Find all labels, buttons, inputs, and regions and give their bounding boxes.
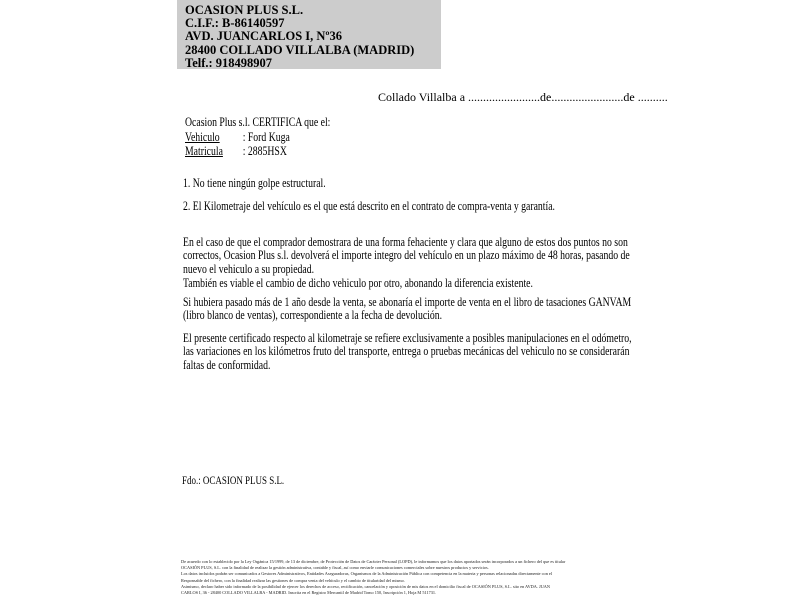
body-paragraph-refund: En el caso de que el comprador demostrara de una forma fehaciente y clara que alguno de estos dos puntos no son correctos, Ocasion Plus s.l. devolverá el importe integro del vehículo en un plazo máximo de 48 horas, pasando de nuevo el vehiculo a su propiedad. [183,235,630,276]
company-header-block [177,0,441,69]
company-name: OCASION PLUS S.L. [185,3,304,17]
company-city: 28400 COLLADO VILLALBA (MADRID) [185,42,415,57]
condition-item-1: 1. No tiene ningún golpe estructural. [183,176,326,190]
vehicle-row [185,130,330,145]
certify-intro: Ocasion Plus s.l. CERTIFICA que el: [185,115,331,129]
signature-line: Fdo.: OCASION PLUS S.L. [182,475,285,487]
vehicle-value: : Ford Kuga [242,129,290,144]
legal-line: OCASIÓN PLUS, S.L. con la finalidad de realizar la gestión administrativa, contable y fiscal, así como enviarle comunicaciones comerciales sobre nuestros productos y servicios. [181,565,489,571]
company-cif: C.I.F.: B-86140597 [185,16,285,31]
legal-line: Asimismo, declaro haber sido informado de la posibilidad de ejercer los derechos de acceso, rectificación, cancelación y oposición de mis datos en el domicilio fiscal de OCASIÓN PLUS, S.L. sito en AVDA. JUAN [181,583,551,589]
plate-value: : 2885HSX [242,144,287,159]
vehicle-label: Vehiculo [185,129,220,144]
plate-label: Matricula [185,144,223,159]
body-paragraph-odometer: El presente certificado respecto al kilometraje se refiere exclusivamente a posibles manipulaciones en el odómetro, las variaciones en los kilómetros fruto del transporte, entrega o pruebas mecánicas del vehiculo no se considerarán faltas de conformidad. [183,331,632,372]
company-phone: Telf.: 918498907 [185,55,273,70]
legal-line: De acuerdo con lo establecido por la Ley Orgánica 15/1999, de 13 de diciembre, de Protección de Datos de Carácter Personal (LOPD), le informamos que los datos aportados serán incorporados a un fichero del que es titular [181,559,566,564]
legal-line: Responsable del fichero, con la finalidad realizar las gestiones de compra venta del vehículo y el cambio de titularidad del mismo. [181,577,405,583]
date-line: Collado Villalba a ........................de........................de .......... [378,90,668,104]
legal-line: Los datos incluidos podrán ser comunicados a Gestores Administrativos, Entidades Aseguradoras, Organismos de la Administración Pública con competencia en la materia y personas relacionadas directamente con el [181,571,553,577]
plate-row [185,144,330,159]
condition-item-2: 2. El Kilometraje del vehículo es el que está descrito en el contrato de compra-venta y garantía. [183,199,555,213]
body-paragraph-ganvam: Si hubiera pasado más de 1 año desde la venta, se abonaría el importe de venta en el libro de tasaciones GANVAM (libro blanco de ventas), correspondiente a la fecha de devolución. [183,295,632,323]
company-address: AVD. JUANCARLOS I, Nº36 [185,29,343,44]
body-paragraph-exchange: También es viable el cambio de dicho vehiculo por otro, abonando la diferencia existente. [183,276,533,290]
legal-fine-print [181,559,565,596]
certification-block [185,115,330,159]
legal-line: CARLOS I, 36 - 28400 COLLADO VILLALBA - MADRID. Inscrita en el Registro Mercantil de Madrid Tomo 150, Inscripción 1, Hoja M 511731. [181,590,437,596]
